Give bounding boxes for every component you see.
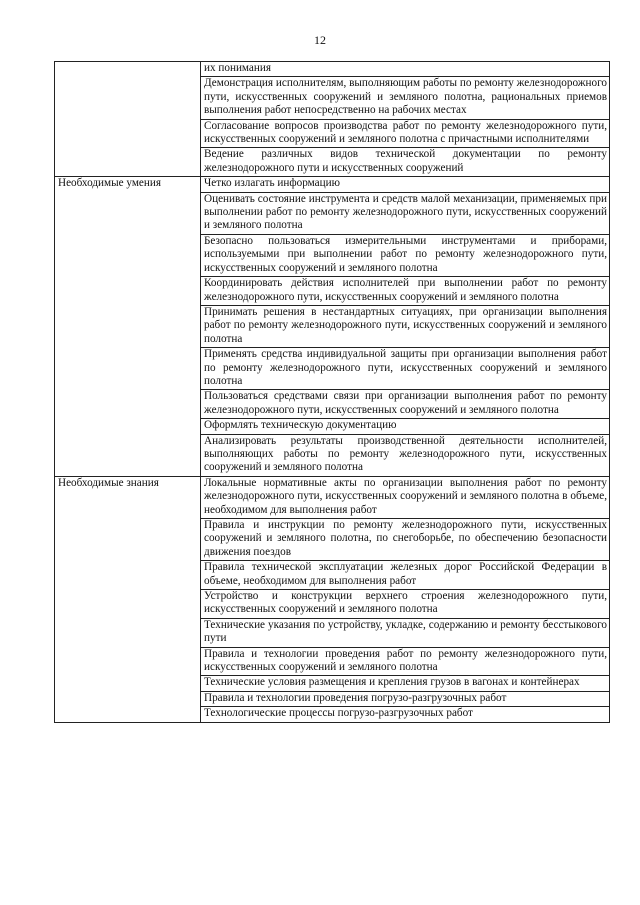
page-number: 12 (314, 33, 326, 47)
list-item: Анализировать результаты производственной деятельности исполнителей, выполняющих работы по ремонту железнодорожного пути, искусственных сооружений и земляного полотна (201, 434, 610, 476)
list-item: Безопасно пользоваться измерительными инструментами и приборами, используемыми при выполнении работ по ремонту железнодорожного пути, искусственных сооружений и земляного полотна (201, 234, 610, 276)
list-item: Правила и технологии проведения работ по ремонту железнодорожного пути, искусственных сооружений и земляного полотна (201, 647, 610, 676)
knowledge-label: Необходимые знания (55, 476, 201, 722)
list-item: Локальные нормативные акты по организации выполнения работ по ремонту железнодорожного пути, искусственных сооружений и земляного полотна в объеме, необходимом для выполнения работ (201, 476, 610, 518)
list-item: Принимать решения в нестандартных ситуациях, при организации выполнения работ по ремонту железнодорожного пути, искусственных сооружений и земляного полотна (201, 305, 610, 347)
table-row (55, 476, 610, 518)
list-item: Правила и инструкции по ремонту железнодорожного пути, искусственных сооружений и земляного полотна, по снегоборьбе, по обеспечению безопасности движения поездов (201, 519, 610, 561)
table-row (55, 177, 610, 192)
list-item: Технологические процессы погрузо-разгрузочных работ (201, 707, 610, 722)
empty-label-cell (55, 62, 201, 177)
list-item: Оформлять техническую документацию (201, 419, 610, 434)
table-row (55, 62, 610, 77)
list-item: Демонстрация исполнителям, выполняющим работы по ремонту железнодорожного пути, искусственных сооружений и земляного полотна, рациональных приемов выполнения работ непосредственно на рабочих местах (201, 77, 610, 119)
list-item: Ведение различных видов технической документации по ремонту железнодорожного пути и искусственных сооружений (201, 148, 610, 177)
list-item: Технические указания по устройству, укладке, содержанию и ремонту бесстыкового пути (201, 618, 610, 647)
list-item: Согласование вопросов производства работ по ремонту железнодорожного пути, искусственных сооружений и земляного полотна с причастными исполнителями (201, 119, 610, 148)
list-item: Применять средства индивидуальной защиты при организации выполнения работ по ремонту железнодорожного пути, искусственных сооружений и земляного полотна (201, 348, 610, 390)
skills-label: Необходимые умения (55, 177, 201, 477)
list-item: Координировать действия исполнителей при выполнении работ по ремонту железнодорожного пути, искусственных сооружений и земляного полотна (201, 277, 610, 306)
list-item: Технические условия размещения и крепления грузов в вагонах и контейнерах (201, 676, 610, 691)
list-item: Оценивать состояние инструмента и средств малой механизации, применяемых при выполнении работ по ремонту железнодорожного пути, искусственных сооружений и земляного полотна (201, 192, 610, 234)
list-item: Пользоваться средствами связи при организации выполнения работ по ремонту железнодорожного пути, искусственных сооружений и земляного полотна (201, 390, 610, 419)
list-item: их понимания (201, 62, 610, 77)
list-item: Правила и технологии проведения погрузо-разгрузочных работ (201, 691, 610, 706)
list-item: Правила технической эксплуатации железных дорог Российской Федерации в объеме, необходимом для выполнения работ (201, 561, 610, 590)
list-item: Четко излагать информацию (201, 177, 610, 192)
requirements-table (54, 61, 610, 723)
list-item: Устройство и конструкции верхнего строения железнодорожного пути, искусственных сооружений и земляного полотна (201, 590, 610, 619)
